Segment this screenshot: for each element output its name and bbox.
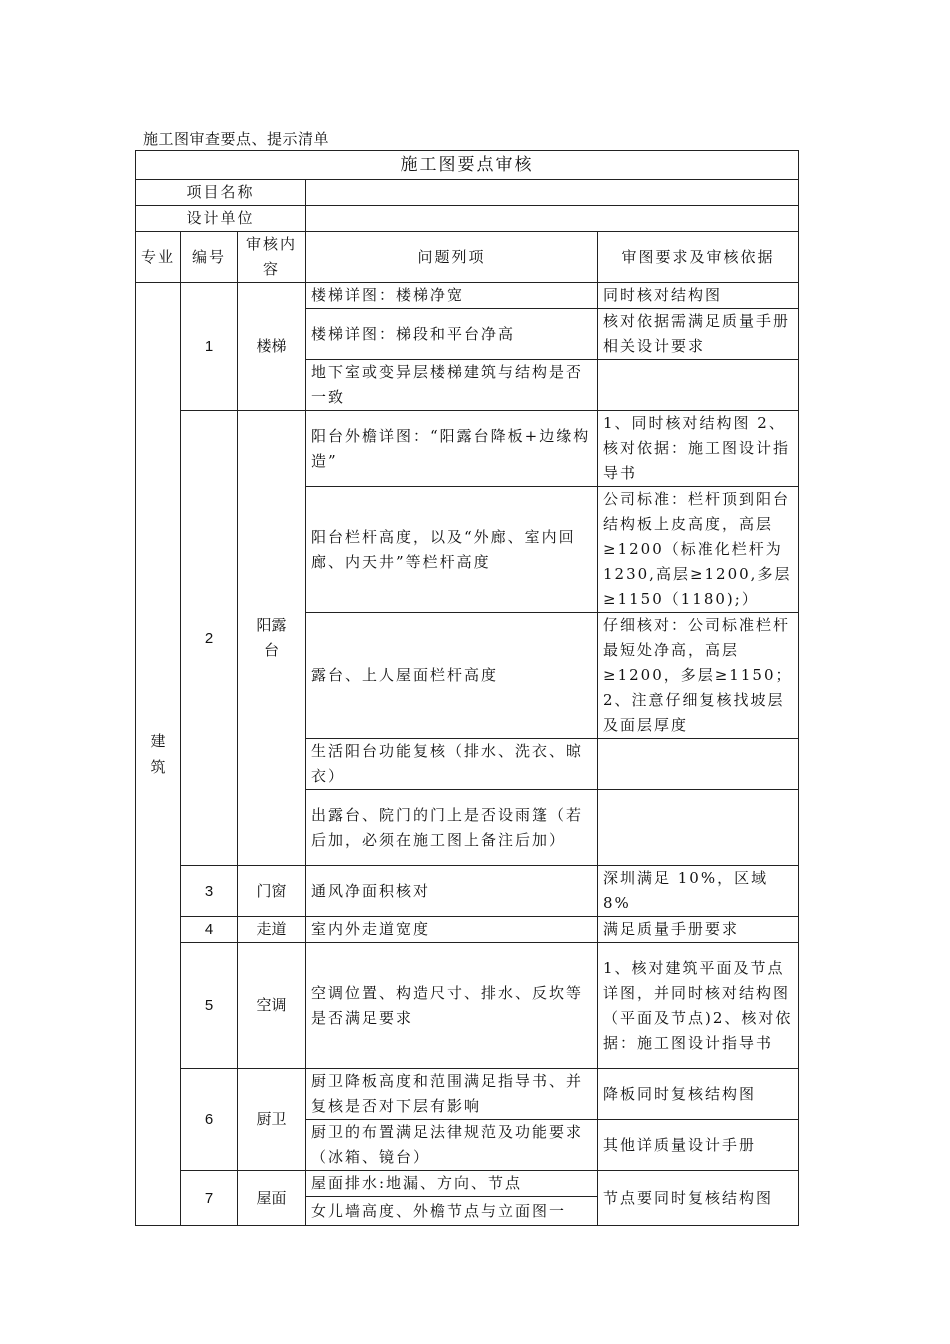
item-number: 2: [181, 411, 238, 866]
issue-cell: 阳台栏杆高度，以及“外廊、室内回廊、内天井”等栏杆高度: [306, 487, 598, 613]
issue-cell: 厨卫的布置满足法律规范及功能要求（冰箱、镜台）: [306, 1120, 598, 1171]
issue-cell: 地下室或变异层楼梯建筑与结构是否一致: [306, 360, 598, 411]
basis-cell: 仔细核对：公司标准栏杆最短处净高，高层≥1200，多层≥1150；2、注意仔细复核找坡层及面层厚度: [598, 613, 799, 739]
document-heading: 施工图审查要点、提示清单: [143, 130, 330, 148]
discipline-cell: 建筑: [136, 283, 181, 1226]
basis-cell: 1、同时核对结构图 2、核对依据：施工图设计指导书: [598, 411, 799, 487]
issue-cell: 屋面排水:地漏、方向、节点: [306, 1171, 598, 1197]
item-content: 走道: [238, 917, 306, 943]
item-number: 4: [181, 917, 238, 943]
table-title: 施工图要点审核: [136, 151, 799, 180]
basis-cell: [598, 790, 799, 866]
column-header-row: [136, 232, 799, 283]
item-content: 楼梯: [238, 283, 306, 411]
table-row: [136, 283, 799, 309]
column-header-discipline: 专业: [136, 232, 181, 283]
project-name-row: [136, 180, 799, 206]
item-content: 厨卫: [238, 1069, 306, 1171]
table-row: [136, 411, 799, 487]
item-content: 屋面: [238, 1171, 306, 1226]
issue-cell: 通风净面积核对: [306, 866, 598, 917]
item-content: 门窗: [238, 866, 306, 917]
item-number: 5: [181, 943, 238, 1069]
basis-cell: 公司标准：栏杆顶到阳台结构板上皮高度，高层≥1200（标准化栏杆为 1230,高层≥1200,多层≥1150（1180);）: [598, 487, 799, 613]
column-header-number: 编号: [181, 232, 238, 283]
basis-cell: 核对依据需满足质量手册相关设计要求: [598, 309, 799, 360]
item-number: 1: [181, 283, 238, 411]
review-table: [135, 150, 799, 1226]
table-row: [136, 1069, 799, 1120]
project-name-value: [306, 180, 799, 206]
issue-cell: 出露台、院门的门上是否设雨篷（若后加，必须在施工图上备注后加）: [306, 790, 598, 866]
basis-cell: 深圳满足 10%，区域8%: [598, 866, 799, 917]
item-number: 6: [181, 1069, 238, 1171]
basis-cell: [598, 739, 799, 790]
issue-cell: 楼梯详图：梯段和平台净高: [306, 309, 598, 360]
basis-cell: 满足质量手册要求: [598, 917, 799, 943]
item-number: 7: [181, 1171, 238, 1226]
issue-cell: 阳台外檐详图：“阳露台降板+边缘构造”: [306, 411, 598, 487]
table-row: [136, 866, 799, 917]
column-header-content: 审核内容: [238, 232, 306, 283]
item-number: 3: [181, 866, 238, 917]
basis-cell: 节点要同时复核结构图: [598, 1171, 799, 1226]
issue-cell: 露台、上人屋面栏杆高度: [306, 613, 598, 739]
table-title-row: [136, 151, 799, 180]
project-name-label: 项目名称: [136, 180, 306, 206]
basis-cell: 其他详质量设计手册: [598, 1120, 799, 1171]
table-row: [136, 917, 799, 943]
issue-cell: 女儿墙高度、外檐节点与立面图一: [306, 1197, 598, 1226]
table-row: [136, 1171, 799, 1197]
column-header-basis: 审图要求及审核依据: [598, 232, 799, 283]
column-header-issue: 问题列项: [306, 232, 598, 283]
basis-cell: 同时核对结构图: [598, 283, 799, 309]
basis-cell: 1、核对建筑平面及节点详图，并同时核对结构图（平面及节点)2、核对依据：施工图设计指导书: [598, 943, 799, 1069]
table-row: [136, 943, 799, 1069]
issue-cell: 厨卫降板高度和范围满足指导书、并复核是否对下层有影响: [306, 1069, 598, 1120]
issue-cell: 楼梯详图：楼梯净宽: [306, 283, 598, 309]
design-unit-row: [136, 206, 799, 232]
issue-cell: 生活阳台功能复核（排水、洗衣、晾衣）: [306, 739, 598, 790]
item-content: 阳露台: [238, 411, 306, 866]
issue-cell: 空调位置、构造尺寸、排水、反坎等是否满足要求: [306, 943, 598, 1069]
basis-cell: 降板同时复核结构图: [598, 1069, 799, 1120]
design-unit-value: [306, 206, 799, 232]
issue-cell: 室内外走道宽度: [306, 917, 598, 943]
item-content: 空调: [238, 943, 306, 1069]
design-unit-label: 设计单位: [136, 206, 306, 232]
basis-cell: [598, 360, 799, 411]
